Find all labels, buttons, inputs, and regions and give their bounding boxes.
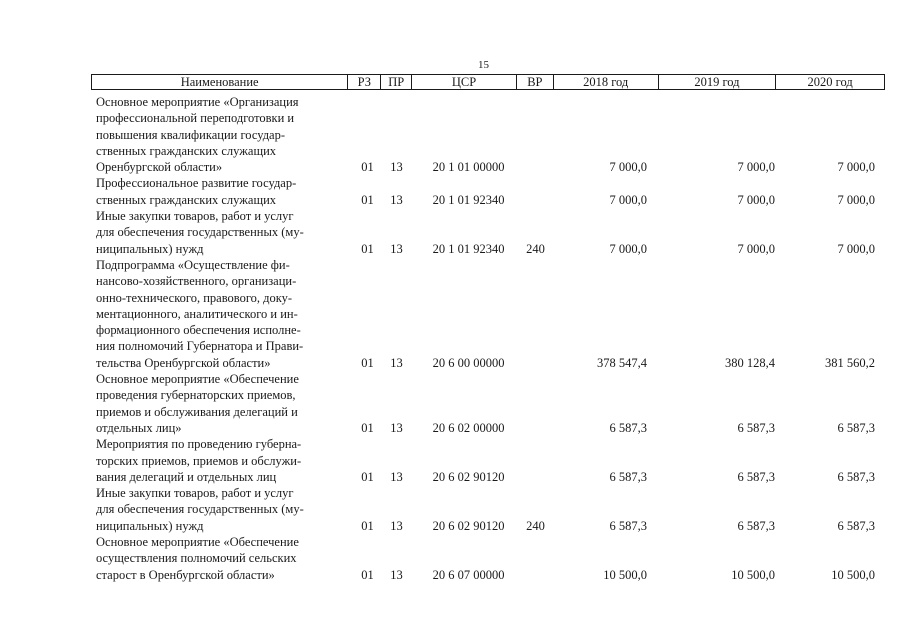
header-pr: ПР bbox=[381, 75, 412, 89]
row-2018: 378 547,4 bbox=[597, 355, 647, 370]
row-csr: 20 1 01 92340 bbox=[432, 241, 505, 256]
row-name-line: ментационного, аналитического и ин- bbox=[96, 306, 298, 321]
row-2020: 10 500,0 bbox=[831, 567, 875, 582]
header-2019: 2019 год bbox=[659, 75, 777, 89]
row-pr: 13 bbox=[390, 355, 403, 370]
row-2019: 6 587,3 bbox=[737, 420, 775, 435]
table-row bbox=[91, 208, 885, 257]
row-rz: 01 bbox=[361, 355, 374, 370]
row-name-line: ниципальных) нужд bbox=[96, 518, 204, 533]
header-vr: ВР bbox=[517, 75, 554, 89]
header-2018: 2018 год bbox=[554, 75, 659, 89]
row-2019: 7 000,0 bbox=[737, 160, 775, 175]
row-2018: 6 587,3 bbox=[609, 518, 647, 533]
row-name bbox=[91, 257, 348, 371]
row-pr: 13 bbox=[390, 567, 403, 582]
row-2018: 10 500,0 bbox=[603, 567, 647, 582]
row-name-line: вания делегаций и отдельных лиц bbox=[96, 469, 277, 484]
row-name-line: приемов и обслуживания делегаций и bbox=[96, 404, 298, 419]
row-2019: 7 000,0 bbox=[737, 192, 775, 207]
row-name bbox=[91, 175, 348, 208]
row-name-line: профессиональной переподготовки и bbox=[96, 111, 295, 126]
row-name bbox=[91, 371, 348, 436]
row-name bbox=[91, 208, 348, 257]
row-2020: 7 000,0 bbox=[837, 192, 875, 207]
row-pr: 13 bbox=[390, 241, 403, 256]
row-rz: 01 bbox=[361, 567, 374, 582]
row-2020: 7 000,0 bbox=[837, 241, 875, 256]
row-name bbox=[91, 534, 348, 583]
row-name-line: Иные закупки товаров, работ и услуг bbox=[96, 486, 294, 501]
row-2020: 6 587,3 bbox=[837, 518, 875, 533]
row-name-line: повышения квалификации государ- bbox=[96, 127, 286, 142]
row-rz: 01 bbox=[361, 192, 374, 207]
row-name-line: для обеспечения государственных (му- bbox=[96, 502, 304, 517]
row-name-line: Основное мероприятие «Организация bbox=[96, 95, 299, 109]
row-2020: 6 587,3 bbox=[837, 469, 875, 484]
row-name-line: Подпрограмма «Осуществление фи- bbox=[96, 257, 290, 272]
page-number: 15 bbox=[478, 59, 489, 71]
row-csr: 20 6 02 00000 bbox=[432, 420, 505, 435]
header-name: Наименование bbox=[92, 75, 348, 89]
header-rz: РЗ bbox=[348, 75, 381, 89]
row-2019: 7 000,0 bbox=[737, 241, 775, 256]
row-2018: 6 587,3 bbox=[609, 469, 647, 484]
row-rz: 01 bbox=[361, 518, 374, 533]
row-2018: 6 587,3 bbox=[609, 420, 647, 435]
row-name-line: нансово-хозяйственного, организаци- bbox=[96, 274, 297, 289]
row-name-line: Основное мероприятие «Обеспечение bbox=[96, 535, 299, 550]
row-name-line: тельства Оренбургской области» bbox=[96, 355, 271, 370]
table-row bbox=[91, 534, 885, 583]
header-csr: ЦСР bbox=[412, 75, 517, 89]
row-name-line: для обеспечения государственных (му- bbox=[96, 225, 304, 240]
row-name-line: Профессиональное развитие государ- bbox=[96, 176, 297, 191]
row-name-line: ния полномочий Губернатора и Прави- bbox=[96, 339, 304, 354]
header-2020: 2020 год bbox=[807, 75, 853, 89]
row-csr: 20 6 07 00000 bbox=[432, 567, 505, 582]
table-body bbox=[91, 94, 885, 583]
row-vr: 240 bbox=[526, 241, 545, 256]
row-2019: 6 587,3 bbox=[737, 469, 775, 484]
row-2020: 6 587,3 bbox=[837, 420, 875, 435]
row-name-line: Мероприятия по проведению губерна- bbox=[96, 437, 302, 452]
row-2018: 7 000,0 bbox=[609, 160, 647, 175]
row-name bbox=[91, 436, 348, 485]
row-2018: 7 000,0 bbox=[609, 241, 647, 256]
row-2019: 380 128,4 bbox=[725, 355, 775, 370]
row-name-line: формационного обеспечения исполне- bbox=[96, 323, 301, 338]
row-name-line: ниципальных) нужд bbox=[96, 241, 204, 256]
table-row bbox=[91, 436, 885, 485]
row-name-line: старост в Оренбургской области» bbox=[96, 567, 275, 582]
table-row bbox=[91, 257, 885, 371]
row-rz: 01 bbox=[361, 160, 374, 175]
row-name-line: Основное мероприятие «Обеспечение bbox=[96, 372, 299, 387]
row-2020: 381 560,2 bbox=[825, 355, 875, 370]
row-pr: 13 bbox=[390, 192, 403, 207]
row-2020: 7 000,0 bbox=[837, 160, 875, 175]
row-csr: 20 1 01 92340 bbox=[432, 192, 505, 207]
row-name-line: онно-технического, правового, доку- bbox=[96, 290, 293, 305]
row-rz: 01 bbox=[361, 469, 374, 484]
row-pr: 13 bbox=[390, 518, 403, 533]
row-name-line: отдельных лиц» bbox=[96, 420, 182, 435]
row-csr: 20 6 00 00000 bbox=[432, 355, 505, 370]
table-row bbox=[91, 175, 885, 208]
row-name-line: ственных гражданских служащих bbox=[96, 192, 277, 207]
row-name-line: торских приемов, приемов и обслужи- bbox=[96, 453, 302, 468]
row-rz: 01 bbox=[361, 241, 374, 256]
row-vr: 240 bbox=[526, 518, 545, 533]
row-csr: 20 6 02 90120 bbox=[432, 469, 505, 484]
row-name bbox=[91, 485, 348, 534]
row-csr: 20 6 02 90120 bbox=[432, 518, 505, 533]
row-rz: 01 bbox=[361, 420, 374, 435]
row-name-line: Иные закупки товаров, работ и услуг bbox=[96, 209, 294, 224]
row-name-line: осуществления полномочий сельских bbox=[96, 551, 297, 566]
row-csr: 20 1 01 00000 bbox=[432, 160, 505, 175]
row-name-line: Оренбургской области» bbox=[96, 160, 223, 175]
row-2019: 6 587,3 bbox=[737, 518, 775, 533]
table-row bbox=[91, 94, 885, 175]
table-header bbox=[91, 74, 885, 90]
table-row bbox=[91, 485, 885, 534]
row-pr: 13 bbox=[390, 469, 403, 484]
row-2019: 10 500,0 bbox=[731, 567, 775, 582]
row-name-line: проведения губернаторских приемов, bbox=[96, 388, 296, 403]
row-pr: 13 bbox=[390, 160, 403, 175]
row-pr: 13 bbox=[390, 420, 403, 435]
row-2018: 7 000,0 bbox=[609, 192, 647, 207]
row-name-line: ственных гражданских служащих bbox=[96, 143, 277, 158]
row-name bbox=[91, 94, 348, 175]
table-row bbox=[91, 371, 885, 436]
